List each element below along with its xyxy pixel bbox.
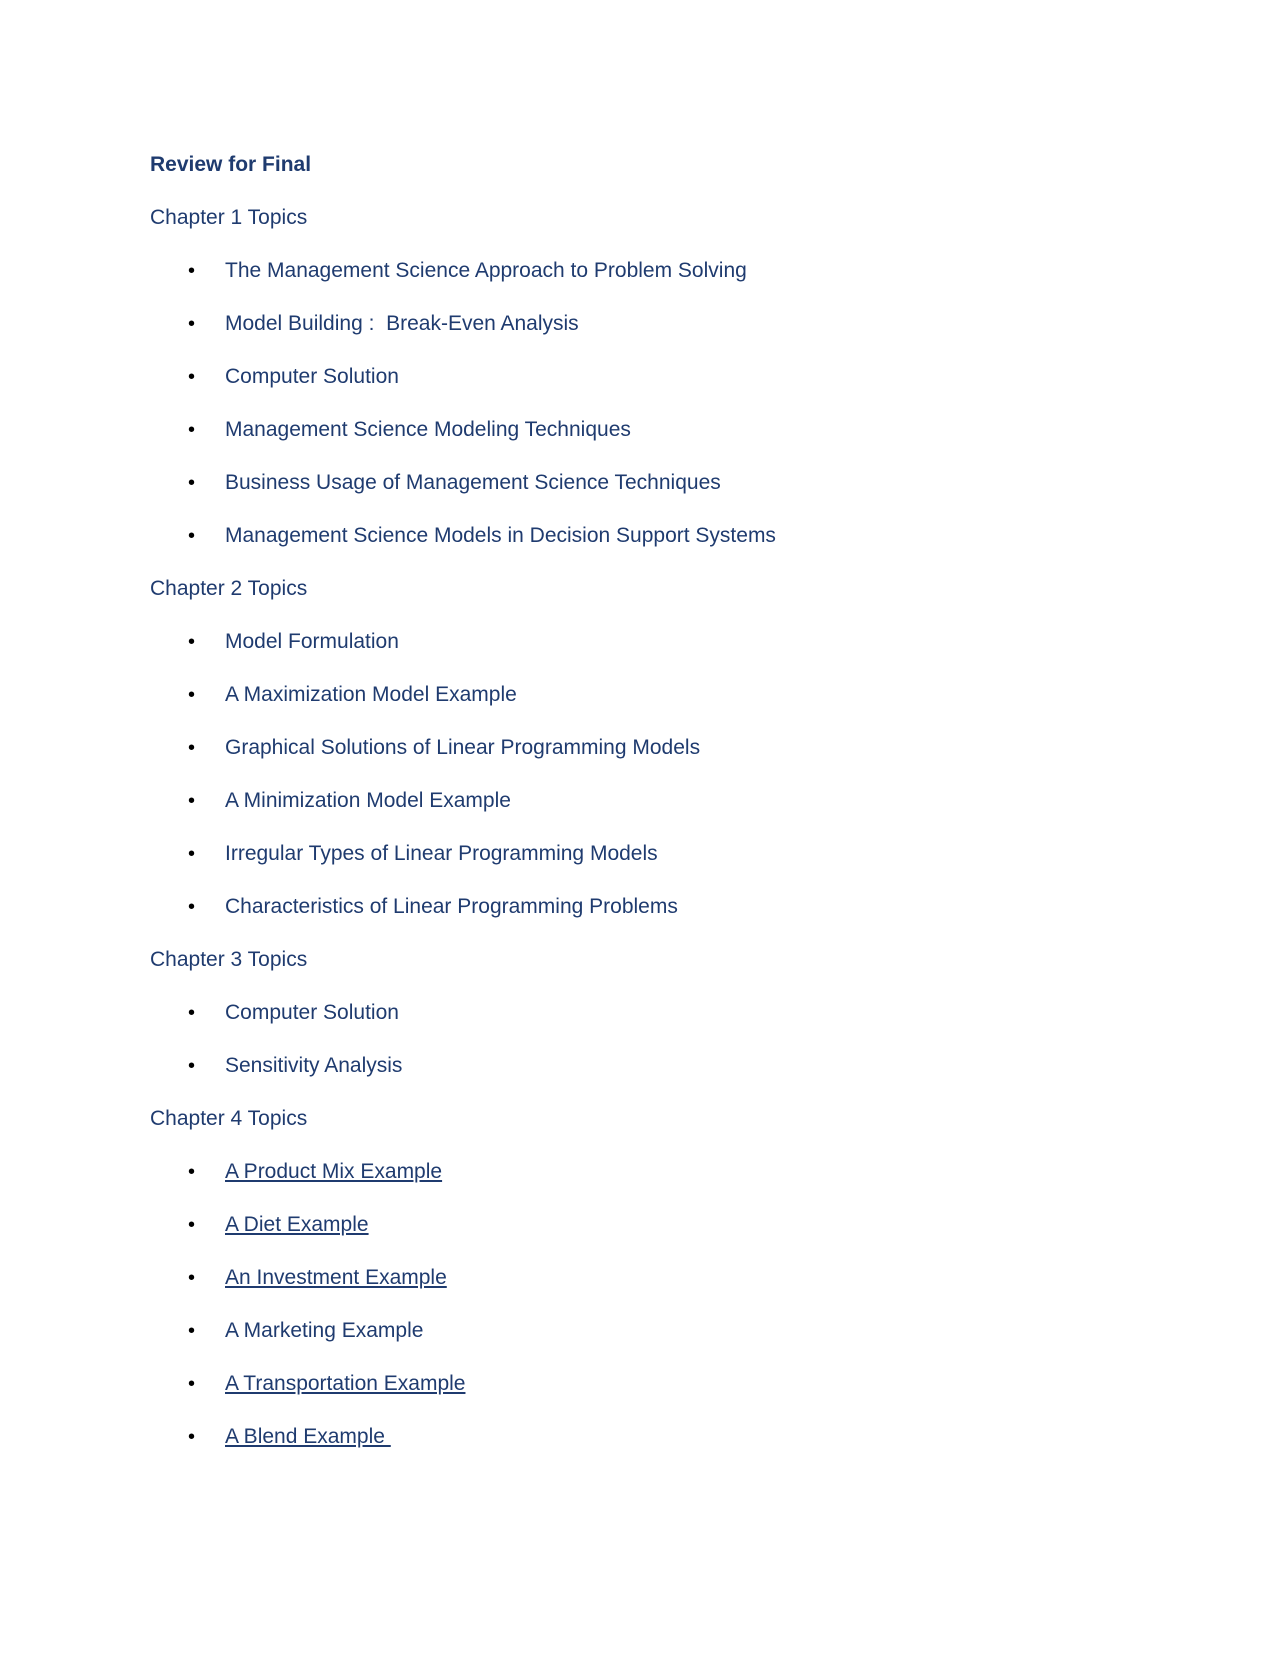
topic-item (150, 1372, 1280, 1396)
bullet-icon: • (188, 1320, 196, 1342)
bullet-icon: • (188, 631, 196, 653)
bullet-icon: • (188, 260, 196, 282)
bullet-icon: • (188, 790, 196, 812)
topic-item (150, 630, 1280, 654)
topic-text: Computer Solution (225, 365, 399, 388)
chapter-section (150, 206, 1280, 548)
chapter-heading: Chapter 3 Topics (150, 948, 308, 971)
topic-item (150, 789, 1280, 813)
topic-text: Graphical Solutions of Linear Programming Models (225, 736, 701, 759)
bullet-icon: • (188, 843, 196, 865)
topic-item (150, 1266, 1280, 1290)
topic-item (150, 842, 1280, 866)
bullet-icon: • (188, 419, 196, 441)
bullet-icon: • (188, 1055, 196, 1077)
chapter-section (150, 577, 1280, 919)
topic-link[interactable]: A Diet Example (225, 1213, 369, 1236)
topic-item (150, 1054, 1280, 1078)
document-title: Review for Final (150, 153, 312, 176)
topic-item (150, 683, 1280, 707)
chapter-heading: Chapter 2 Topics (150, 577, 308, 600)
topic-text: A Marketing Example (225, 1319, 424, 1342)
topic-link[interactable]: A Transportation Example (225, 1372, 466, 1395)
topic-text: Sensitivity Analysis (225, 1054, 403, 1077)
topic-link[interactable]: A Blend Example (225, 1425, 391, 1448)
bullet-icon: • (188, 896, 196, 918)
bullet-icon: • (188, 1161, 196, 1183)
topic-text: The Management Science Approach to Problem Solving (225, 259, 747, 282)
bullet-icon: • (188, 313, 196, 335)
topic-item (150, 1425, 1280, 1449)
topic-text: Computer Solution (225, 1001, 399, 1024)
topic-item (150, 736, 1280, 760)
chapter-heading: Chapter 4 Topics (150, 1107, 308, 1130)
chapter-section (150, 948, 1280, 1078)
topic-item (150, 471, 1280, 495)
topic-item (150, 418, 1280, 442)
bullet-icon: • (188, 684, 196, 706)
topic-text: Model Formulation (225, 630, 399, 653)
bullet-icon: • (188, 1426, 196, 1448)
topic-text: Irregular Types of Linear Programming Models (225, 842, 658, 865)
bullet-icon: • (188, 525, 196, 547)
bullet-icon: • (188, 1002, 196, 1024)
topic-item (150, 1160, 1280, 1184)
bullet-icon: • (188, 472, 196, 494)
bullet-icon: • (188, 1267, 196, 1289)
topic-list (150, 1160, 1280, 1449)
topic-list (150, 630, 1280, 919)
topic-list (150, 1001, 1280, 1078)
bullet-icon: • (188, 1214, 196, 1236)
topic-text: Management Science Models in Decision Support Systems (225, 524, 776, 547)
topic-text: Management Science Modeling Techniques (225, 418, 631, 441)
topic-item (150, 259, 1280, 283)
topic-link[interactable]: An Investment Example (225, 1266, 447, 1289)
topic-list (150, 259, 1280, 548)
bullet-icon: • (188, 737, 196, 759)
chapter-heading: Chapter 1 Topics (150, 206, 308, 229)
topic-item (150, 1319, 1280, 1343)
topic-text: Business Usage of Management Science Techniques (225, 471, 721, 494)
bullet-icon: • (188, 1373, 196, 1395)
topic-text: Model Building : Break-Even Analysis (225, 312, 579, 335)
topic-item (150, 895, 1280, 919)
topic-item (150, 312, 1280, 336)
topic-item (150, 1213, 1280, 1237)
chapter-section (150, 1107, 1280, 1449)
topic-text: Characteristics of Linear Programming Problems (225, 895, 678, 918)
chapter-list (150, 206, 1280, 1449)
topic-text: A Maximization Model Example (225, 683, 517, 706)
topic-text: A Minimization Model Example (225, 789, 511, 812)
topic-link[interactable]: A Product Mix Example (225, 1160, 443, 1183)
topic-item (150, 524, 1280, 548)
topic-item (150, 365, 1280, 389)
topic-item (150, 1001, 1280, 1025)
bullet-icon: • (188, 366, 196, 388)
